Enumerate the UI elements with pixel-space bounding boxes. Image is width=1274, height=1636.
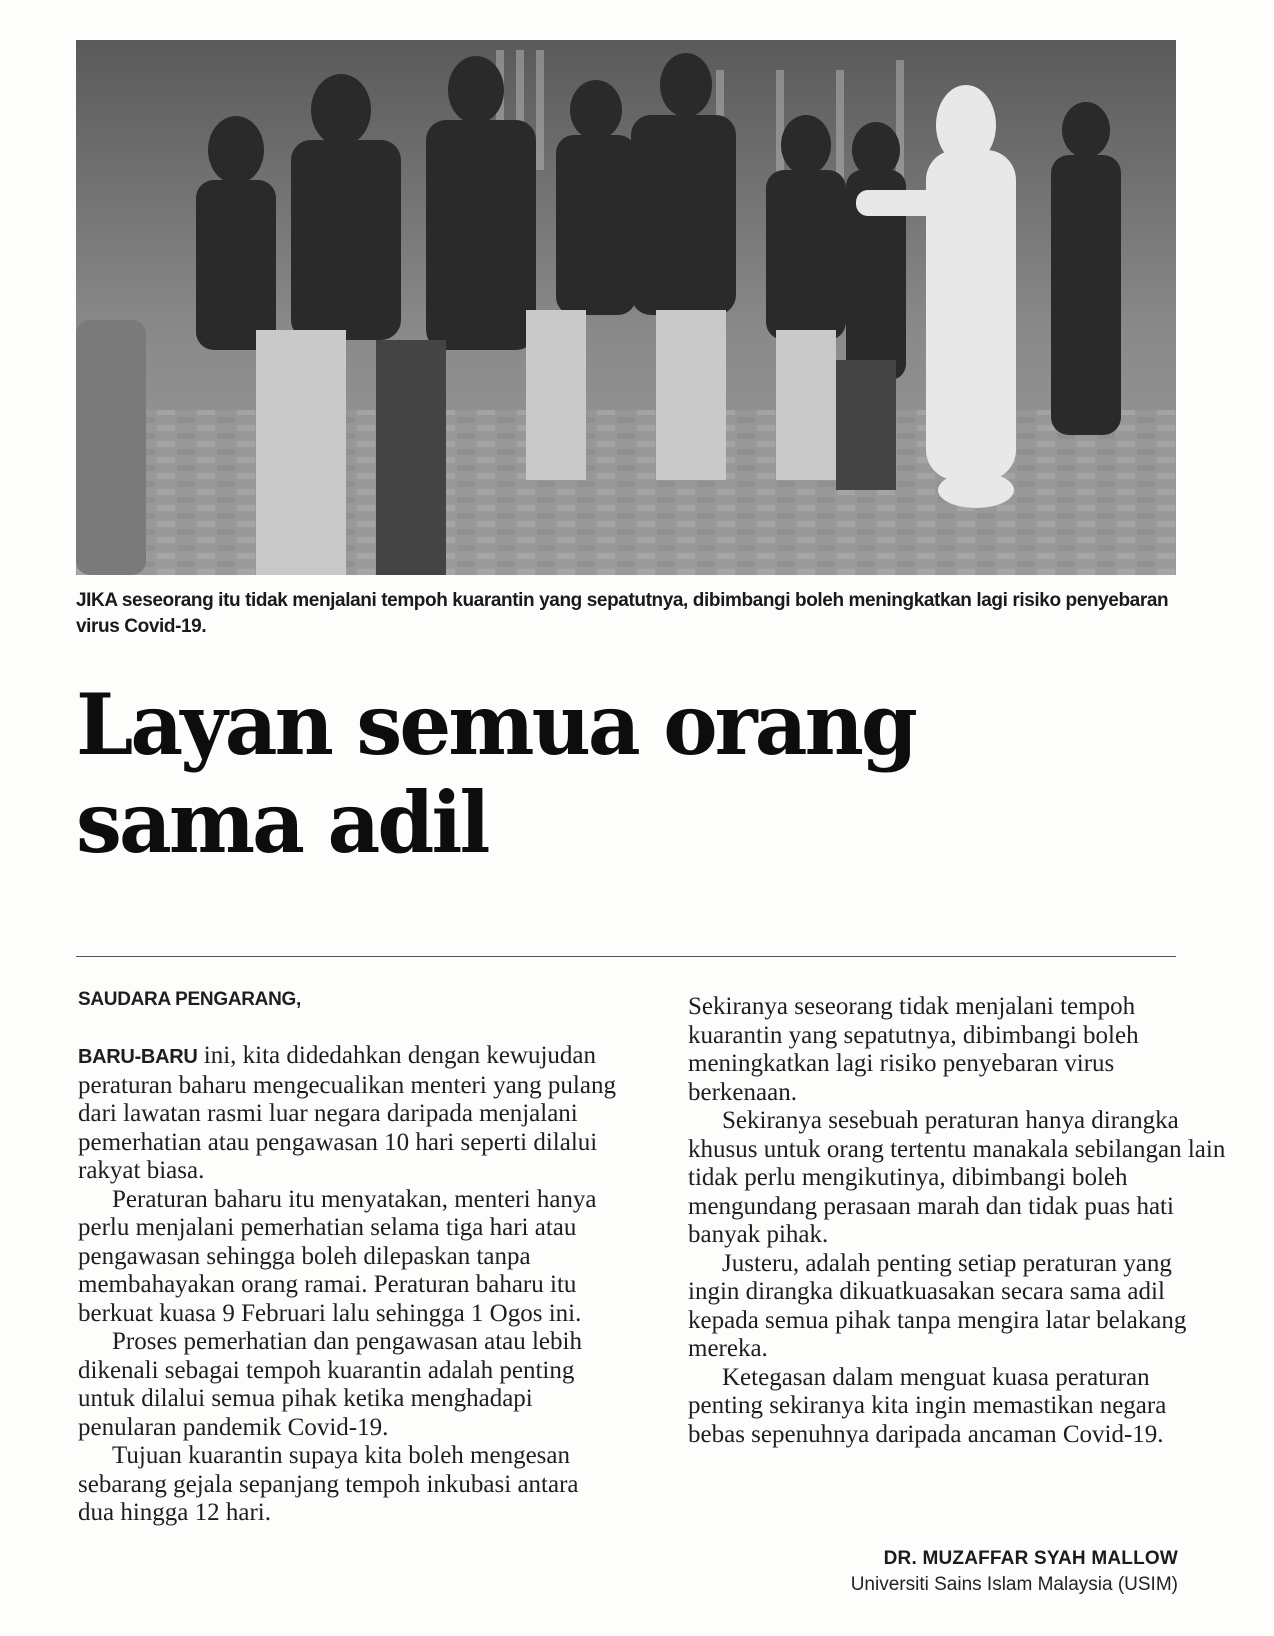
- headline-line-2: sama adil: [76, 773, 488, 872]
- divider: [76, 956, 1176, 957]
- paragraph-text: ini, kita didedahkan dengan kewujudan peraturan baharu mengecualikan menteri yang pulang dari lawatan rasmi luar negara daripada menjalani pemerhatian atau pengawasan 10 hari seperti dilalui rakyat biasa.: [78, 1042, 616, 1184]
- paragraph: Sekiranya sesebuah peraturan hanya dirangka khusus untuk orang tertentu manakala sebilangan lain tidak perlu mengikutinya, dibimbangi boleh mengundang perasaan marah dan tidak puas hati banyak pihak.: [688, 1107, 1226, 1248]
- paragraph: Tujuan kuarantin supaya kita boleh mengesan sebarang gejala sepanjang tempoh inkubasi antara dua hingga 12 hari.: [78, 1442, 579, 1526]
- photo-caption: JIKA seseorang itu tidak menjalani tempoh kuarantin yang sepatutnya, dibimbangi boleh meningkatkan lagi risiko penyebaran virus Covid-19.: [76, 590, 1169, 637]
- paragraph: Justeru, adalah penting setiap peraturan yang ingin dirangka dikuatkuasakan secara sama adil kepada semua pihak tanpa mengira latar belakang mereka.: [688, 1249, 1187, 1362]
- paragraph: Sekiranya seseorang tidak menjalani tempoh kuarantin yang sepatutnya, dibimbangi boleh meningkatkan lagi risiko penyebaran virus berkenaan.: [688, 993, 1139, 1106]
- paragraph: [78, 1042, 618, 1186]
- headline-line-1: Layan semua orang: [76, 675, 915, 774]
- author-affiliation: Universiti Sains Islam Malaysia (USIM): [850, 1574, 1178, 1595]
- photo-image: [76, 40, 1176, 575]
- article-column-left: [78, 988, 618, 1528]
- headline: [76, 676, 1162, 872]
- byline: [851, 1546, 1178, 1598]
- article-photo: [76, 40, 1176, 575]
- article-column-right: [688, 993, 1228, 1449]
- paragraph: Proses pemerhatian dan pengawasan atau lebih dikenali sebagai tempoh kuarantin adalah penting untuk dilalui semua pihak ketika menghadapi penularan pandemik Covid-19.: [78, 1328, 582, 1441]
- lead-word: BARU-BARU: [78, 1046, 198, 1068]
- salutation: SAUDARA PENGARANG,: [78, 989, 301, 1010]
- paragraph: Peraturan baharu itu menyatakan, menteri hanya perlu menjalani pemerhatian selama tiga hari atau pengawasan sehingga boleh dilepaskan tanpa membahayakan orang ramai. Peraturan baharu itu berkuat kuasa 9 Februari lalu sehingga 1 Ogos ini.: [78, 1185, 597, 1327]
- paragraph: Ketegasan dalam menguat kuasa peraturan penting sekiranya kita ingin memastikan negara bebas sepenuhnya daripada ancaman Covid-19.: [688, 1363, 1167, 1448]
- author-name: DR. MUZAFFAR SYAH MALLOW: [883, 1548, 1178, 1569]
